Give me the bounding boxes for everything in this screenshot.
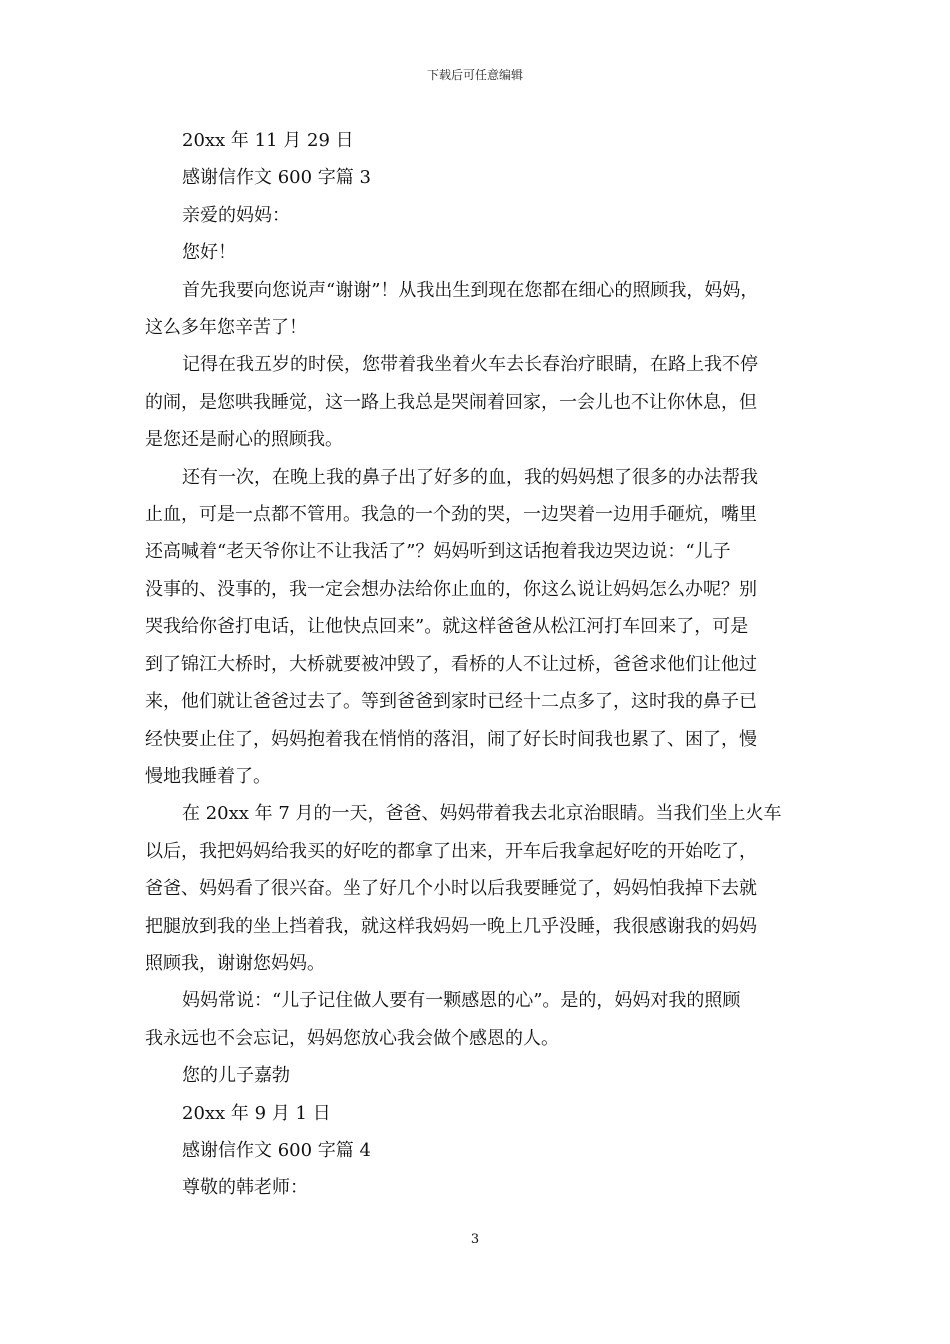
salutation-2: 尊敬的韩老师： [182, 1177, 308, 1199]
paragraph-line: 经快要止住了，妈妈抱着我在悄悄的落泪，闹了好长时间我也累了、困了，慢 [145, 728, 757, 750]
paragraph-line: 是您还是耐心的照顾我。 [145, 429, 343, 451]
paragraph-3 [145, 459, 815, 796]
section-4-title: 感谢信作文 600 字篇 4 [182, 1139, 371, 1161]
document-body [145, 122, 815, 1207]
paragraph-line: 到了锦江大桥时，大桥就要被冲毁了，看桥的人不让过桥，爸爸求他们让他过 [145, 653, 757, 675]
paragraph-line: 这么多年您辛苦了！ [145, 317, 307, 339]
date-bottom: 20xx 年 9 月 1 日 [182, 1102, 331, 1124]
paragraph-line: 以后，我把妈妈给我买的好吃的都拿了出来，开车后我拿起好吃的开始吃了， [145, 840, 757, 862]
salutation: 亲爱的妈妈： [182, 204, 290, 226]
paragraph-2 [145, 346, 815, 458]
paragraph-line: 还有一次，在晚上我的鼻子出了好多的血，我的妈妈想了很多的办法帮我 [182, 466, 758, 488]
section-3-title: 感谢信作文 600 字篇 3 [182, 167, 371, 189]
paragraph-line: 妈妈常说：“儿子记住做人要有一颗感恩的心”。是的，妈妈对我的照顾 [182, 990, 741, 1012]
greeting: 您好！ [182, 242, 236, 264]
paragraph-5 [145, 982, 815, 1057]
paragraph-line: 慢地我睡着了。 [145, 765, 271, 787]
date-top: 20xx 年 11 月 29 日 [182, 130, 354, 151]
paragraph-line: 来，他们就让爸爸过去了。等到爸爸到家时已经十二点多了，这时我的鼻子已 [145, 691, 757, 713]
paragraph-line: 把腿放到我的坐上挡着我，就这样我妈妈一晚上几乎没睡，我很感谢我的妈妈 [145, 915, 757, 937]
paragraph-line: 在 20xx 年 7 月的一天，爸爸、妈妈带着我去北京治眼睛。当我们坐上火车 [182, 803, 782, 825]
paragraph-line: 首先我要向您说声“谢谢”！从我出生到现在您都在细心的照顾我，妈妈， [182, 279, 759, 301]
paragraph-4 [145, 795, 815, 982]
paragraph-line: 还高喊着“老天爷你让不让我活了”？妈妈听到这话抱着我边哭边说：“儿子 [145, 541, 731, 563]
paragraph-line: 没事的、没事的，我一定会想办法给你止血的，你这么说让妈妈怎么办呢？别 [145, 578, 757, 600]
paragraph-line: 爸爸、妈妈看了很兴奋。坐了好几个小时以后我要睡觉了，妈妈怕我掉下去就 [145, 878, 757, 900]
paragraph-line: 哭我给你爸打电话，让他快点回来”。就这样爸爸从松江河打车回来了，可是 [145, 616, 749, 638]
paragraph-line: 止血，可是一点都不管用。我急的一个劲的哭，一边哭着一边用手砸炕，嘴里 [145, 504, 757, 526]
paragraph-line: 我永远也不会忘记，妈妈您放心我会做个感恩的人。 [145, 1027, 559, 1049]
paragraph-line: 记得在我五岁的时侯，您带着我坐着火车去长春治疗眼睛，在路上我不停 [182, 354, 758, 376]
paragraph-line: 照顾我，谢谢您妈妈。 [145, 952, 325, 974]
page-number: 3 [470, 1232, 480, 1247]
signature: 您的儿子嘉勃 [182, 1065, 290, 1087]
header-note: 下载后可任意编辑 [426, 68, 523, 82]
paragraph-1 [145, 272, 815, 347]
paragraph-line: 的闹，是您哄我睡觉，这一路上我总是哭闹着回家，一会儿也不让你休息，但 [145, 391, 757, 413]
